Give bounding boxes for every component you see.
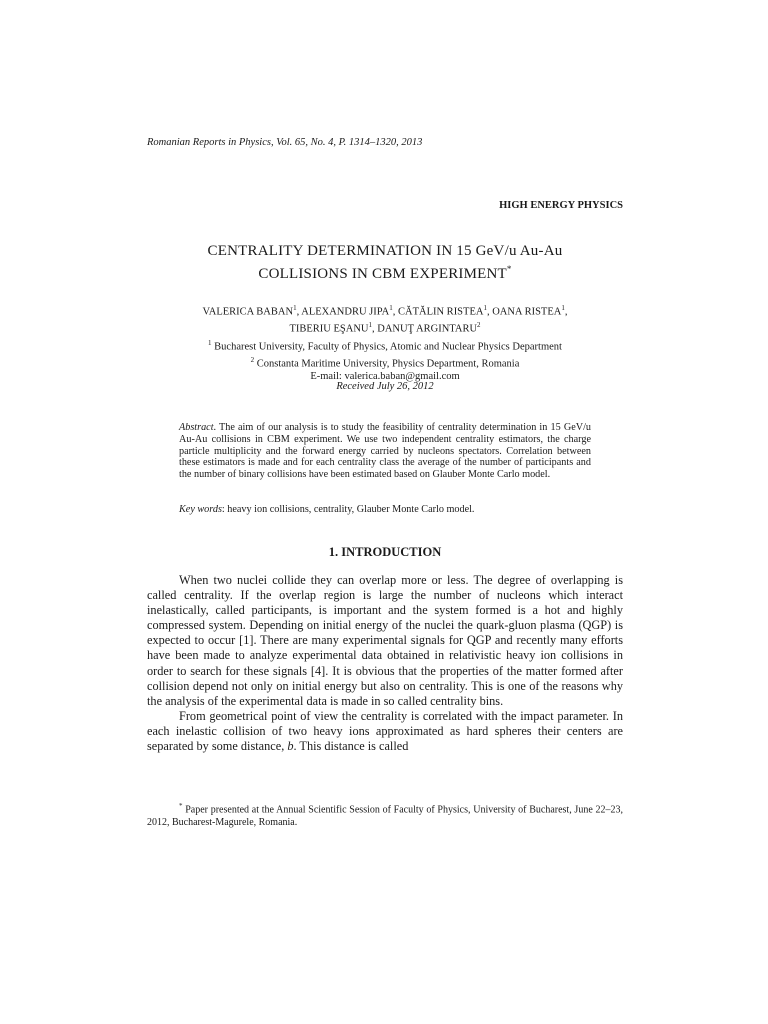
author-affil-marker: 1 bbox=[561, 304, 565, 312]
paper-title bbox=[147, 242, 623, 283]
affiliation-text: Bucharest University, Faculty of Physics, Atomic and Nuclear Physics Department bbox=[211, 341, 562, 353]
author-affil-marker: 2 bbox=[477, 320, 481, 329]
author-affil-marker: 1 bbox=[293, 304, 297, 312]
affiliation-2 bbox=[147, 354, 623, 371]
author-line-2 bbox=[147, 319, 623, 336]
author-name: VALERICA BABAN bbox=[202, 306, 294, 318]
abstract-text: . The aim of our analysis is to study the feasibility of centrality determination in 15 GeV/u Au-Au collisions in CBM experiment. We use two independent centrality estimators, the charge particle multiplicity and the forward energy carried by nucleons spectators. Correlation between these estimators is made and for each centrality class the average of the number of participants and the number of binary collisions have been estimated based on Glauber Monte Carlo model. bbox=[179, 422, 591, 481]
keywords bbox=[179, 504, 591, 516]
journal-citation: Romanian Reports in Physics, Vol. 65, No. 4, P. 1314–1320, 2013 bbox=[147, 137, 423, 148]
contact-email: E-mail: valerica.baban@gmail.com bbox=[310, 371, 460, 382]
title-footnote-marker: * bbox=[506, 264, 512, 274]
author-list bbox=[147, 302, 623, 335]
introduction-body bbox=[147, 573, 623, 754]
keywords-label: Key words bbox=[179, 504, 222, 515]
author-name: , DANUŢ ARGINTARU bbox=[372, 323, 478, 334]
section-heading: 1. INTRODUCTION bbox=[328, 545, 442, 559]
affiliation-marker: 2 bbox=[250, 356, 255, 364]
abstract-label: Abstract bbox=[179, 422, 214, 433]
affiliation-marker: 1 bbox=[208, 339, 212, 347]
author-name: TIBERIU EŞANU bbox=[289, 323, 369, 334]
paragraph-text: . This distance is called bbox=[293, 739, 409, 754]
received-date: Received July 26, 2012 bbox=[336, 381, 434, 392]
author-affil-marker: 1 bbox=[483, 304, 487, 312]
title-line-2 bbox=[147, 260, 623, 283]
author-line-1 bbox=[147, 302, 623, 319]
footnote bbox=[147, 800, 623, 829]
section-label: HIGH ENERGY PHYSICS bbox=[499, 200, 623, 211]
paragraph-text: From geometrical point of view the centrality is correlated with the impact parameter. In each inelastic collision of two heavy ions approximated as hard spheres their centers are separated by some distance, bbox=[147, 708, 623, 754]
author-name: , OANA RISTEA bbox=[486, 306, 562, 318]
author-affil-marker: 1 bbox=[368, 320, 372, 329]
footnote-marker: * bbox=[179, 802, 183, 810]
title-line-1: CENTRALITY DETERMINATION IN 15 GeV/u Au-Au bbox=[207, 243, 563, 259]
footnote-text: Paper presented at the Annual Scientific Session of Faculty of Physics, University of Bucharest, June 22–23, 2012, Bucharest-Magurele, Romania. bbox=[147, 804, 623, 828]
author-affil-marker: 1 bbox=[389, 304, 393, 312]
variable-b: b bbox=[287, 739, 294, 754]
author-separator: , bbox=[564, 306, 568, 318]
keywords-text: : heavy ion collisions, centrality, Glauber Monte Carlo model. bbox=[221, 504, 475, 515]
paragraph: When two nuclei collide they can overlap more or less. The degree of overlapping is called centrality. If the overlap region is large the number of nucleons which interact inelastically, called participants, is important and the system formed is a hot and highly compressed system. Depending on initial energy of the nuclei the quark-gluon plasma (QGP) is expected to occur [1]. There are many experimental signals for QGP and recently many efforts have been made to analyze experimental data obtained in relativistic heavy ion collisions in order to search for these signals [4]. It is obvious that the properties of the matter formed after collision depend not only on initial energy but also on centrality. This is one of the reasons why the analysis of the experimental data is made in so called centrality bins. bbox=[147, 573, 623, 708]
title-line-2-text: COLLISIONS IN CBM EXPERIMENT bbox=[258, 266, 507, 282]
affiliations bbox=[147, 337, 623, 384]
author-name: , CĂTĂLIN RISTEA bbox=[392, 306, 484, 318]
affiliation-text: Constanta Maritime University, Physics Department, Romania bbox=[254, 358, 520, 370]
affiliation-1 bbox=[147, 337, 623, 354]
paragraph bbox=[147, 709, 623, 754]
author-name: , ALEXANDRU JIPA bbox=[296, 306, 390, 318]
abstract bbox=[179, 422, 591, 481]
